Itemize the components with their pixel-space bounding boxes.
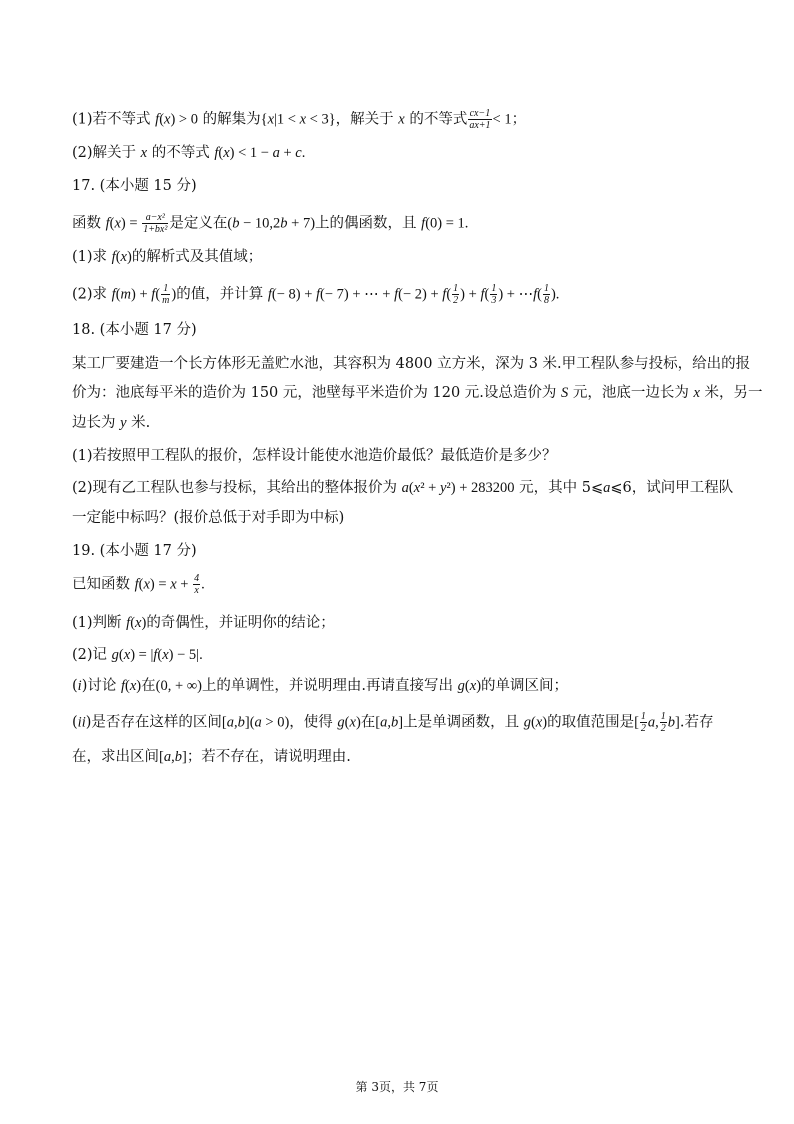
text-line: (2)现有乙工程队也参与投标，其给出的整体报价为 a(x² + y²) + 283200 元，其中 5⩽a⩽6，试问甲工程队 xyxy=(72,480,734,496)
text-line: 价为：池底每平米的造价为 150 元，池壁每平米造价为 120 元.设总造价为 S 元，池底一边长为 x 米，另一 xyxy=(72,385,763,401)
text-line: (ii)是否存在这样的区间[a,b](a > 0)，使得 g(x)在[a,b]上是单调函数，且 g(x)的取值范围是[ $\frac{1}{2}$ a, $\frac{1}{2}$ b].若存 xyxy=(72,711,714,734)
page-footer: 第 3页，共 7页 xyxy=(355,1080,439,1094)
text-line: 函数 f(x) = $\frac{\text{a−x²}}{\text{1+bx²}}$ 是定义在(b − 10,2b + 7)上的偶函数，且 f(0) = 1. xyxy=(72,212,469,235)
text-line: (i)讨论 f(x)在(0, + ∞)上的单调性，并说明理由.再请直接写出 g(x)的单调区间； xyxy=(72,678,569,694)
text-line: (1)求 f(x)的解析式及其值域； xyxy=(72,249,263,265)
text-line: 已知函数 f(x) = x + $\frac{4}{x}$ . xyxy=(72,573,205,596)
question-heading: 19. (本小题 17 分) xyxy=(72,543,197,559)
question-heading: 18. (本小题 17 分) xyxy=(72,322,197,338)
text-line: 在，求出区间[a,b]；若不存在，请说明理由. xyxy=(72,749,351,765)
text-line: (1)若按照甲工程队的报价，怎样设计能使水池造价最低？最低造价是多少？ xyxy=(72,448,557,464)
text-line: 某工厂要建造一个长方体形无盖贮水池，其容积为 4800 立方米，深为 3 米.甲工程队参与投标，给出的报 xyxy=(72,356,751,372)
text-line: (2)解关于 x 的不等式 f(x) < 1 − a + c. xyxy=(72,145,306,161)
text-line: (1)若不等式 f(x) > 0 的解集为{x|1 < x < 3}，解关于 x 的不等式 $\frac{cx-1}{ax+1}$ < 1； xyxy=(72,108,527,131)
text-line: 边长为 y 米. xyxy=(72,415,151,431)
text-line: (1)判断 f(x)的奇偶性，并证明你的结论； xyxy=(72,615,335,631)
text-line: (2)求 f(m) + f( $\frac{1}{m}$ )的值，并计算 f(− 8) + f(− 7) + ⋯ + f(− 2) + f( $\frac{1}{2}$ ) + f( $\frac{1}{3}$ ) + ⋯f( $\frac{1}{8}$ ). xyxy=(72,283,560,306)
question-heading: 17. (本小题 15 分) xyxy=(72,178,197,194)
text-line: (2)记 g(x) = |f(x) − 5|. xyxy=(72,647,203,663)
text-line: 一定能中标吗？(报价总低于对手即为中标) xyxy=(72,510,345,526)
